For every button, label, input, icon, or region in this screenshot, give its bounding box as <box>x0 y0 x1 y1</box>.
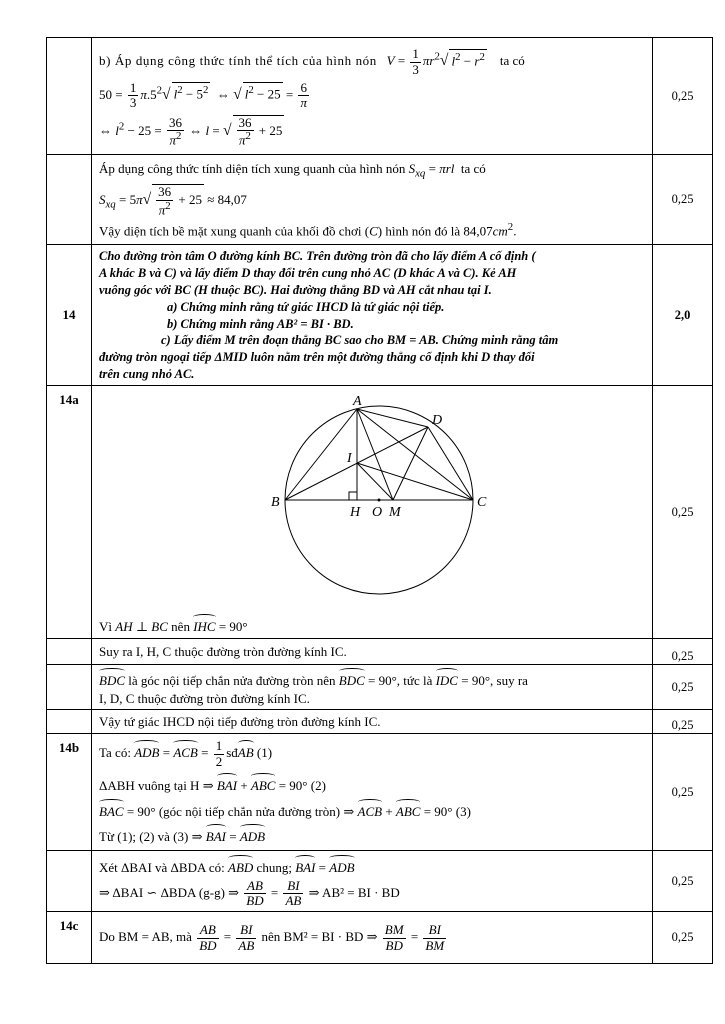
geometry-figure <box>99 390 619 612</box>
problem-line: đường tròn ngoại tiếp ΔMID luôn nằm trên một đường thẳng cố định khi D thay đổi <box>99 350 535 365</box>
score-value: 0,25 <box>671 784 694 799</box>
vay-text: Vậy tứ giác IHCD nội tiếp đường tròn đường kính IC. <box>99 714 381 730</box>
total-score: 2,0 <box>674 307 691 322</box>
answer-cell: BDC là góc nội tiếp chắn nửa đường tròn nên BDC = 90°, tức là IDC = 90°, suy ra I, D, C thuộc đường tròn đường kính IC. <box>92 665 653 710</box>
answer-cell: Xét ΔBAI và ΔBDA có: ABD chung; BAI = ADB ⇒ ΔBAI ∽ ΔBDA (g-g) ⇒ $\frac{AB}{BD}$ = $\frac{BI}{AB}$ ⇒ AB² = BI · BD <box>92 851 653 912</box>
label-a: A <box>353 394 362 410</box>
label-h: H <box>350 505 361 521</box>
row-number-empty <box>47 665 92 710</box>
score-value: 0,25 <box>671 192 694 206</box>
grading-table <box>46 37 713 964</box>
row-number-empty <box>47 851 92 912</box>
score-cell <box>653 710 713 734</box>
eq90-text: = 90° <box>218 619 248 635</box>
score-cell <box>653 386 713 639</box>
question-number <box>47 245 92 386</box>
problem-statement <box>92 245 653 386</box>
row-number-empty <box>47 710 92 734</box>
question-number-label: 14a <box>59 392 79 407</box>
answer-cell <box>92 710 653 734</box>
score-value: 0,25 <box>671 718 694 733</box>
abh-text: ΔABH vuông tại H ⇒ <box>99 778 214 794</box>
eq3-text: = 90° (3) <box>423 803 471 819</box>
score-value: 0,25 <box>671 504 694 519</box>
score-cell <box>653 155 713 245</box>
answer-cell: Ta có: ADB = ACB = $\frac{1}{2}$ sđAB (1) ΔABH vuông tại H ⇒ BAI + ABC = 90° (2) BAC = 90° (góc nội tiếp chắn nửa đường tròn) ⇒ ACB + ABC = 90° (3) Từ (1); (2) và (3) ⇒ BAI = ADB <box>92 734 653 851</box>
question-number-label: 14 <box>62 307 76 322</box>
problem-line: trên cung nhỏ AC. <box>99 367 195 382</box>
score-value: 0,25 <box>671 873 694 888</box>
problem-line: c) Lấy điểm M trên đoạn thẳng BC sao cho BM = AB. Chứng minh rằng tâm <box>161 333 559 348</box>
bdc-text-3: = 90°, suy ra <box>461 673 528 688</box>
problem-line: Cho đường tròn tâm O đường kính BC. Trên đường tròn đã cho lấy điểm A cố định ( <box>99 249 536 263</box>
figure-cell: A D I B C H O M Vì AH ⊥ BC nên IHC = 90° <box>92 386 653 639</box>
nen-text: nên BM² = BI · BD ⇒ <box>261 929 378 945</box>
sim-text: ⇒ ΔBAI ∽ ΔBDA (g-g) ⇒ <box>99 884 240 900</box>
nen-text: nên <box>171 619 190 635</box>
tu-text: Từ (1); (2) và (3) ⇒ <box>99 829 203 845</box>
label-c: C <box>477 495 487 511</box>
score-cell <box>653 665 713 710</box>
row-number-empty <box>47 639 92 665</box>
answer-cell: Do BM = AB, mà $\frac{AB}{BD}$ = $\frac{BI}{AB}$ nên BM² = BI · BD ⇒ $\frac{BM}{BD}$ = $\frac{BI}{BM}$ <box>92 912 653 964</box>
score-cell <box>653 734 713 851</box>
score-value: 0,25 <box>671 930 694 945</box>
vi-text: Vì <box>99 619 112 635</box>
surface-intro-text: Áp dụng công thức tính diện tích xung quanh của hình nón <box>99 161 406 176</box>
problem-line: vuông góc với BC (H thuộc BC). Hai đường thẳng BD và AH cắt nhau tại I. <box>99 282 492 297</box>
score-cell <box>653 639 713 665</box>
answer-cell: Áp dụng công thức tính diện tích xung quanh của hình nón $S_{xq} = \pi rl$ ta có $S_{xq} = 5\pi√$ $\frac{36}{\pi^2}$ + 25 ≈ 84,07 Vậy diện tích bề mặt xung quanh của khối đồ chơi (C) hình nón đó là $84,07cm^2$. <box>92 155 653 245</box>
answer-cell <box>92 639 653 665</box>
label-d: D <box>432 413 443 429</box>
ta-co-text: ta có <box>499 53 525 69</box>
suy-ra-text: Suy ra I, H, C thuộc đường tròn đường kính IC. <box>99 644 347 660</box>
surface-conclusion: Vậy diện tích bề mặt xung quanh của khối đồ chơi <box>99 223 362 239</box>
label-b: B <box>271 495 280 511</box>
ta-co-text: ta có <box>460 161 486 176</box>
score-cell <box>653 38 713 155</box>
score-value: 0,25 <box>671 88 694 103</box>
label-o: O <box>372 505 383 521</box>
question-number-label: 14c <box>59 918 79 934</box>
score-cell <box>653 851 713 912</box>
total-score-cell <box>653 245 713 386</box>
right-angle-mark <box>349 492 357 500</box>
row-number-empty <box>47 155 92 245</box>
score-value: 0,25 <box>671 649 694 663</box>
chung-text: chung; <box>256 860 292 876</box>
eq1-text: (1) <box>256 745 273 761</box>
problem-line: A khác B và C) và lấy điểm D thay đổi trên cung nhỏ AC (D khác A và C). Kẻ AH <box>99 265 517 280</box>
question-number <box>47 912 92 964</box>
label-m: M <box>389 505 401 521</box>
center-dot <box>378 499 381 502</box>
bdc-text-1: là góc nội tiếp chắn nửa đường tròn nên <box>128 673 336 688</box>
segment-dc <box>428 427 473 500</box>
surface-conclusion-2: hình nón đó là 84,07 <box>385 223 493 239</box>
question-number <box>47 734 92 851</box>
score-cell <box>653 912 713 964</box>
eq2-text: = 90° (2) <box>278 778 326 794</box>
surface-approx: ≈ 84,07 <box>207 192 247 208</box>
label-i: I <box>347 451 352 467</box>
bdc-text-2: = 90°, tức là <box>368 673 433 688</box>
problem-line: a) Chứng minh rằng tứ giác IHCD là tứ giác nội tiếp. <box>167 299 445 314</box>
bac-text: = 90° (góc nội tiếp chắn nửa đường tròn) ⇒ <box>126 803 355 819</box>
bdc-text-4: I, D, C thuộc đường tròn đường kính IC. <box>99 690 310 706</box>
sd-text: sđ <box>226 745 238 761</box>
ta-co-text: Ta có: <box>99 745 131 761</box>
problem-line: b) Chứng minh rằng AB² = BI · BD. <box>167 316 354 331</box>
xet-text: Xét ΔBAI và ΔBDA có: <box>99 860 225 876</box>
question-number-label: 14b <box>58 740 80 756</box>
question-number <box>47 386 92 639</box>
result-text: ⇒ AB² = BI · BD <box>308 884 400 900</box>
do-text: Do BM = AB, mà <box>99 929 192 945</box>
ah-perp-bc: AH ⊥ BC <box>115 619 168 635</box>
answer-cell: b) Áp dụng công thức tính thể tích của hình nón V = $\frac{1}{3}$ $\pi r^2√$ $l^2 - r^2$ ta có 50 = $\frac{1}{3}$ $\pi.5^2√$ $l^2 - 5^2$ ⇔ √ $l^2 - 25$ = $\frac{6}{\pi}$ ⇔ $l^2 - 25$ = $\frac{36}{\pi^2}$ ⇔ l = √ $\frac{36}{\pi^2}$ + 25 <box>92 38 653 155</box>
volume-intro-text: b) Áp dụng công thức tính thể tích của hình nón <box>99 53 377 69</box>
segment-md <box>393 427 428 500</box>
row-number-empty <box>47 38 92 155</box>
segment-ad <box>357 409 428 427</box>
score-value: 0,25 <box>671 679 694 694</box>
